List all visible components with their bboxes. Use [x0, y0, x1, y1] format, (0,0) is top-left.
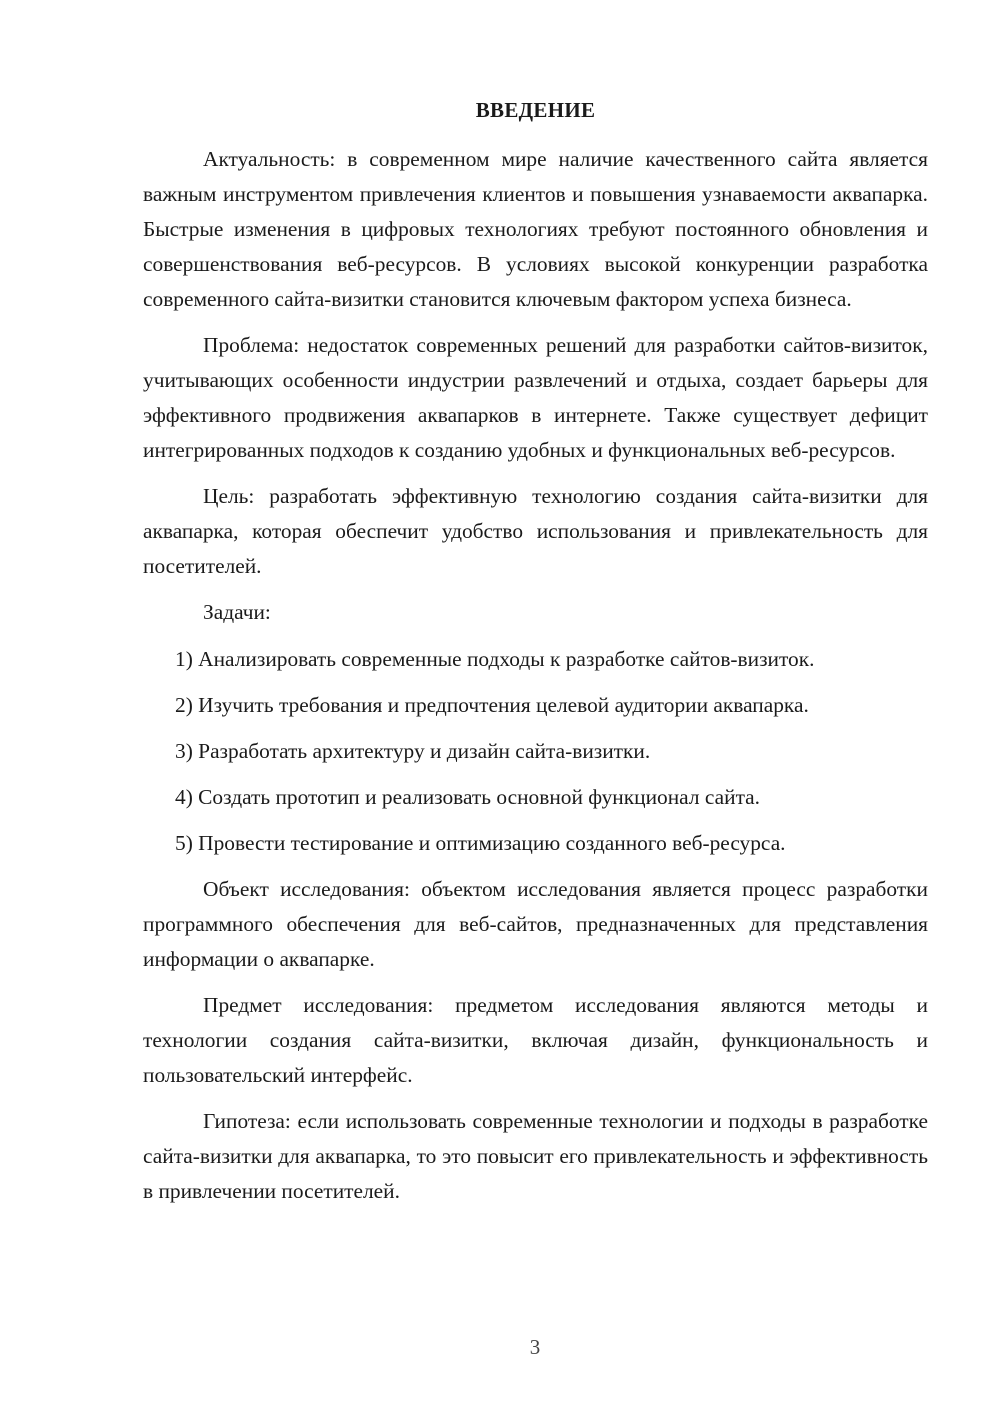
page-title: ВВЕДЕНИЕ [475, 98, 596, 122]
paragraph-goal: Цель: разработать эффективную технологию создания сайта-визитки для аквапарка, которая обеспечит удобство использования и привлекательность для посетителей. [143, 484, 928, 578]
task-item: 4) Создать прототип и реализовать основной функционал сайта. [175, 785, 761, 809]
task-item: 1) Анализировать современные подходы к разработке сайтов-визиток. [175, 647, 815, 671]
page-number: 3 [529, 1335, 541, 1359]
paragraph-relevance: Актуальность: в современном мире наличие качественного сайта является важным инструментом привлечения клиентов и повышения узнаваемости аквапарка. Быстрые изменения в цифровых технологиях требуют постоянного обновления и совершенствования веб-ресурсов. В условиях высокой конкуренции разработка современного сайта-визитки становится ключевым фактором успеха бизнеса. [143, 147, 928, 311]
task-item: 5) Провести тестирование и оптимизацию созданного веб-ресурса. [175, 831, 786, 855]
task-item: 3) Разработать архитектуру и дизайн сайта-визитки. [175, 739, 651, 763]
paragraph-subject: Предмет исследования: предметом исследования являются методы и технологии создания сайта-визитки, включая дизайн, функциональность и пользовательский интерфейс. [143, 993, 928, 1087]
task-item: 2) Изучить требования и предпочтения целевой аудитории аквапарка. [175, 693, 809, 717]
paragraph-hypothesis: Гипотеза: если использовать современные технологии и подходы в разработке сайта-визитки для аквапарка, то это повысит его привлекательность и эффективность в привлечении посетителей. [143, 1109, 928, 1203]
document-page [143, 92, 928, 1220]
tasks-heading: Задачи: [203, 600, 271, 624]
tasks-list [143, 642, 928, 861]
paragraph-object: Объект исследования: объектом исследования является процесс разработки программного обеспечения для веб-сайтов, предназначенных для представления информации о аквапарке. [143, 877, 928, 971]
paragraph-problem: Проблема: недостаток современных решений для разработки сайтов-визиток, учитывающих особенности индустрии развлечений и отдыха, создает барьеры для эффективного продвижения аквапарков в интернете. Также существует дефицит интегрированных подходов к созданию удобных и функциональных веб-ресурсов. [143, 333, 928, 462]
